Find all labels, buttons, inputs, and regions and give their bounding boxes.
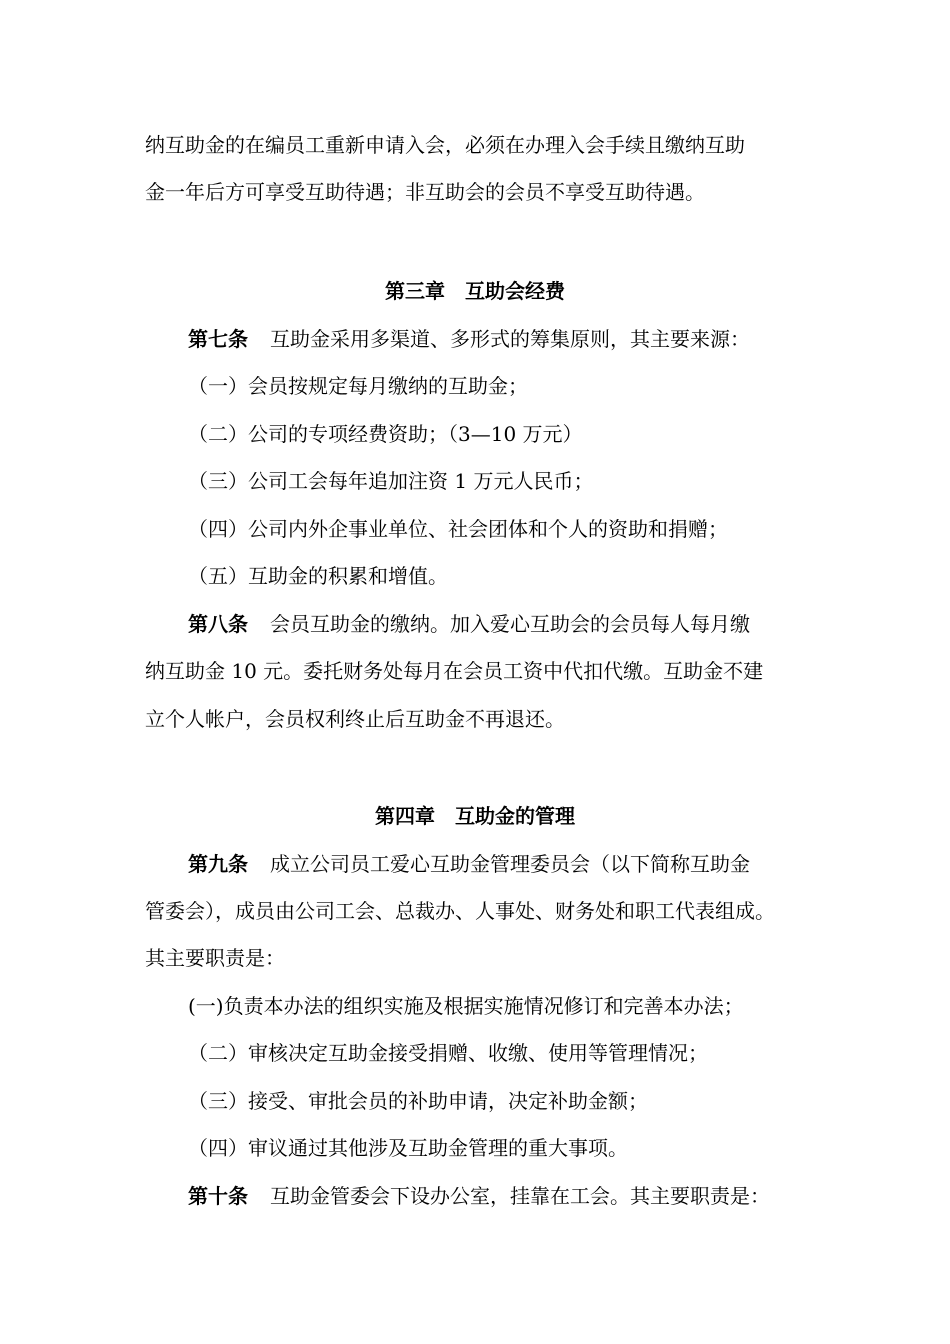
article-9 (188, 850, 750, 878)
article-9-item-1: (一)负责本办法的组织实施及根据实施情况修订和完善本办法； (188, 994, 744, 1018)
chapter-3-title: 第三章 互助会经费 (385, 279, 565, 303)
article-8-line-1: 会员互助金的缴纳。加入爱心互助会的会员每人每月缴 (270, 612, 750, 636)
chapter-4-title: 第四章 互助金的管理 (375, 804, 575, 828)
article-9-item-3: （三）接受、审批会员的补助申请，决定补助金额； (188, 1089, 648, 1113)
article-7-text: 互助金采用多渠道、多形式的筹集原则，其主要来源： (270, 327, 750, 351)
article-8-label: 第八条 (188, 612, 248, 636)
article-8-line-3: 立个人帐户，会员权利终止后互助金不再退还。 (145, 707, 565, 731)
article-9-label: 第九条 (188, 852, 248, 876)
article-7-item-4: （四）公司内外企事业单位、社会团体和个人的资助和捐赠； (188, 517, 728, 541)
intro-line-1: 纳互助金的在编员工重新申请入会，必须在办理入会手续且缴纳互助 (145, 133, 745, 157)
article-7-label: 第七条 (188, 327, 248, 351)
article-7-item-1: （一）会员按规定每月缴纳的互助金； (188, 374, 528, 398)
article-7-item-5: （五）互助金的积累和增值。 (188, 564, 448, 588)
article-9-line-1: 成立公司员工爱心互助金管理委员会（以下简称互助金 (270, 852, 750, 876)
article-7-item-2: （二）公司的专项经费资助；（3—10 万元） (188, 422, 583, 446)
article-10-text: 互助金管委会下设办公室，挂靠在工会。其主要职责是： (270, 1184, 770, 1208)
article-9-item-4: （四）审议通过其他涉及互助金管理的重大事项。 (188, 1136, 628, 1160)
article-7 (188, 325, 750, 353)
article-8-line-2: 纳互助金 10 元。委托财务处每月在会员工资中代扣代缴。互助金不建 (145, 659, 764, 683)
article-9-line-2: 管委会），成员由公司工会、总裁办、人事处、财务处和职工代表组成。 (145, 899, 775, 923)
article-10 (188, 1182, 770, 1210)
article-9-line-3: 其主要职责是： (145, 946, 285, 970)
article-10-label: 第十条 (188, 1184, 248, 1208)
article-8 (188, 610, 750, 638)
article-7-item-3: （三）公司工会每年追加注资 1 万元人民币； (188, 469, 594, 493)
article-9-item-2: （二）审核决定互助金接受捐赠、收缴、使用等管理情况； (188, 1041, 708, 1065)
intro-line-2: 金一年后方可享受互助待遇；非互助会的会员不享受互助待遇。 (145, 180, 705, 204)
